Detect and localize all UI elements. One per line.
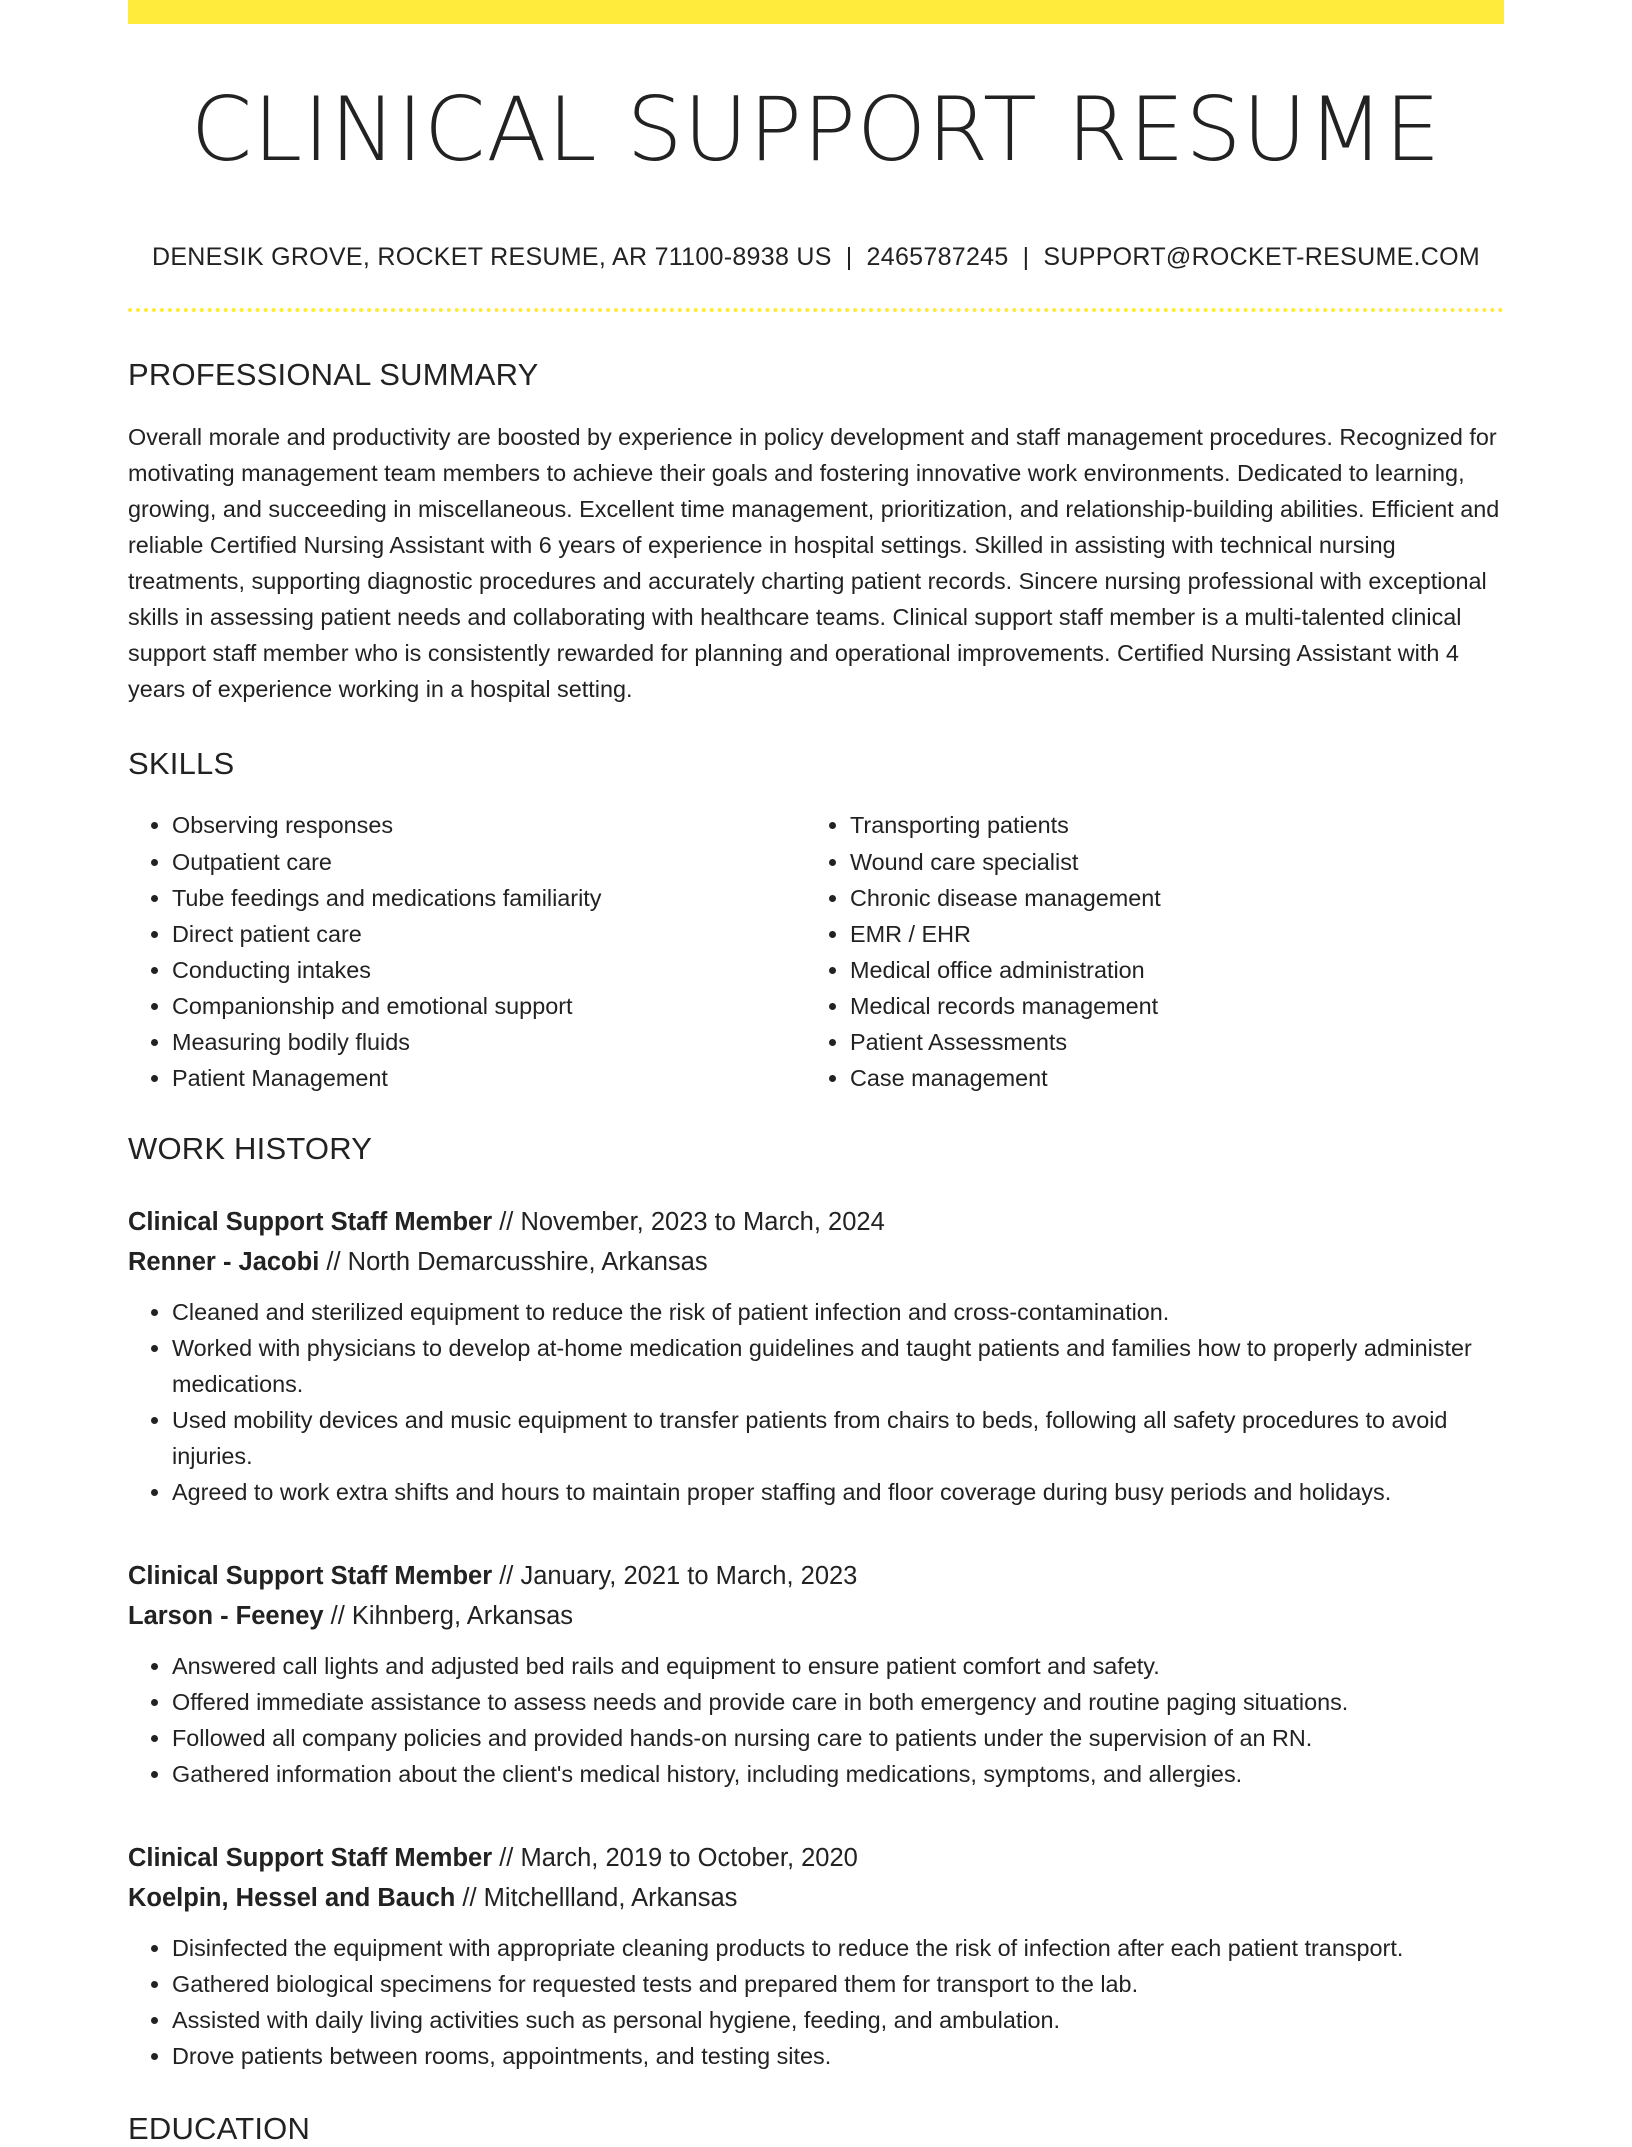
skill-item: • Transporting patients — [850, 806, 1484, 844]
job-bullet: • Assisted with daily living activities such as personal hygiene, feeding, and ambulation. — [172, 2002, 1504, 2038]
job-bullet: • Agreed to work extra shifts and hours to maintain proper staffing and floor coverage during busy periods and holidays. — [172, 1474, 1504, 1510]
skill-item: • Medical office administration — [850, 952, 1484, 988]
contact-line — [128, 242, 1504, 272]
skill-item: • Medical records management — [850, 988, 1484, 1024]
skill-item: • Patient Management — [172, 1060, 806, 1096]
job-company-line — [128, 1596, 1504, 1636]
job-bullet: • Answered call lights and adjusted bed rails and equipment to ensure patient comfort and safety. — [172, 1648, 1504, 1684]
job-location: // Mitchellland, Arkansas — [455, 1883, 738, 1912]
job-title: Clinical Support Staff Member — [128, 1207, 493, 1236]
job-title-line — [128, 1202, 1504, 1242]
job-bullet: • Drove patients between rooms, appointments, and testing sites. — [172, 2038, 1504, 2074]
job-company-line — [128, 1242, 1504, 1282]
job-bullet: • Gathered biological specimens for requested tests and prepared them for transport to the lab. — [172, 1966, 1504, 2002]
skill-item: • Outpatient care — [172, 844, 806, 880]
job-entry — [128, 1202, 1504, 1510]
summary-text: Overall morale and productivity are boosted by experience in policy development and staff management procedures. Recognized for motivating management team members to achieve their goals and fostering innovative work environments. Dedicated to learning, growing, and succeeding in miscellaneous. Excellent time management, prioritization, and relationship-building abilities. Efficient and reliable Certified Nursing Assistant with 6 years of experience in hospital settings. Skilled in assisting with technical nursing treatments, supporting diagnostic procedures and accurately charting patient records. Sincere nursing professional with exceptional skills in assessing patient needs and collaborating with healthcare teams. Clinical support staff member is a multi-talented clinical support staff member who is consistently rewarded for planning and operational improvements. Certified Nursing Assistant with 4 years of experience working in a hospital setting. — [128, 424, 1500, 703]
resume-title: CLINICAL SUPPORT RESUME — [190, 78, 1442, 181]
work-history-list — [128, 1202, 1504, 2074]
skill-item: • Companionship and emotional support — [172, 988, 806, 1024]
work-history-heading: WORK HISTORY — [128, 1131, 373, 1167]
job-dates: // January, 2021 to March, 2023 — [492, 1561, 858, 1590]
skill-item: • Direct patient care — [172, 916, 806, 952]
job-bullet: • Cleaned and sterilized equipment to reduce the risk of patient infection and cross-contamination. — [172, 1294, 1504, 1330]
skills-column-right — [806, 806, 1484, 1096]
skill-item: • Wound care specialist — [850, 844, 1484, 880]
top-accent-bar — [128, 0, 1504, 24]
summary-heading: PROFESSIONAL SUMMARY — [128, 357, 539, 392]
skill-item: • Chronic disease management — [850, 880, 1484, 916]
skill-item: • EMR / EHR — [850, 916, 1484, 952]
job-company-line — [128, 1878, 1504, 1918]
skill-item: • Patient Assessments — [850, 1024, 1484, 1060]
job-company: Renner - Jacobi — [128, 1247, 320, 1276]
dotted-divider — [128, 308, 1504, 312]
job-location: // North Demarcusshire, Arkansas — [319, 1247, 708, 1276]
skills-heading: SKILLS — [128, 746, 235, 782]
job-entry — [128, 1838, 1504, 2074]
job-title-line — [128, 1838, 1504, 1878]
skill-item: • Case management — [850, 1060, 1484, 1096]
job-title: Clinical Support Staff Member — [128, 1843, 493, 1872]
job-company: Koelpin, Hessel and Bauch — [128, 1883, 456, 1912]
skill-item: • Measuring bodily fluids — [172, 1024, 806, 1060]
job-dates: // November, 2023 to March, 2024 — [492, 1207, 885, 1236]
skills-column-left — [128, 806, 806, 1096]
job-bullet: • Gathered information about the client's medical history, including medications, symptoms, and allergies. — [172, 1756, 1504, 1792]
job-bullets — [128, 1294, 1504, 1510]
job-company: Larson - Feeney — [128, 1601, 324, 1630]
skill-item: • Conducting intakes — [172, 952, 806, 988]
job-title: Clinical Support Staff Member — [128, 1561, 493, 1590]
education-heading: EDUCATION — [128, 2110, 311, 2146]
job-bullets — [128, 1648, 1504, 1792]
job-bullet: • Followed all company policies and provided hands-on nursing care to patients under the supervision of an RN. — [172, 1720, 1504, 1756]
resume-page — [128, 0, 1504, 2147]
job-entry — [128, 1556, 1504, 1792]
skill-item: • Tube feedings and medications familiarity — [172, 880, 806, 916]
skill-item: • Observing responses — [172, 806, 806, 844]
job-dates: // March, 2019 to October, 2020 — [492, 1843, 858, 1872]
contact-separator: | — [845, 243, 853, 271]
job-bullet: • Worked with physicians to develop at-home medication guidelines and taught patients and families how to properly administer medications. — [172, 1330, 1504, 1402]
skills-grid — [128, 806, 1504, 1096]
contact-phone: 2465787245 — [866, 243, 1009, 271]
job-bullet: • Offered immediate assistance to assess needs and provide care in both emergency and routine paging situations. — [172, 1684, 1504, 1720]
job-location: // Kihnberg, Arkansas — [323, 1601, 574, 1630]
job-bullet: • Used mobility devices and music equipment to transfer patients from chairs to beds, following all safety procedures to avoid injuries. — [172, 1402, 1504, 1474]
contact-separator: | — [1022, 243, 1030, 271]
contact-email: SUPPORT@ROCKET-RESUME.COM — [1043, 243, 1481, 271]
job-title-line — [128, 1556, 1504, 1596]
contact-address: DENESIK GROVE, ROCKET RESUME, AR 71100-8938 US — [151, 243, 832, 271]
job-bullets — [128, 1930, 1504, 2074]
job-bullet: • Disinfected the equipment with appropriate cleaning products to reduce the risk of infection after each patient transport. — [172, 1930, 1504, 1966]
